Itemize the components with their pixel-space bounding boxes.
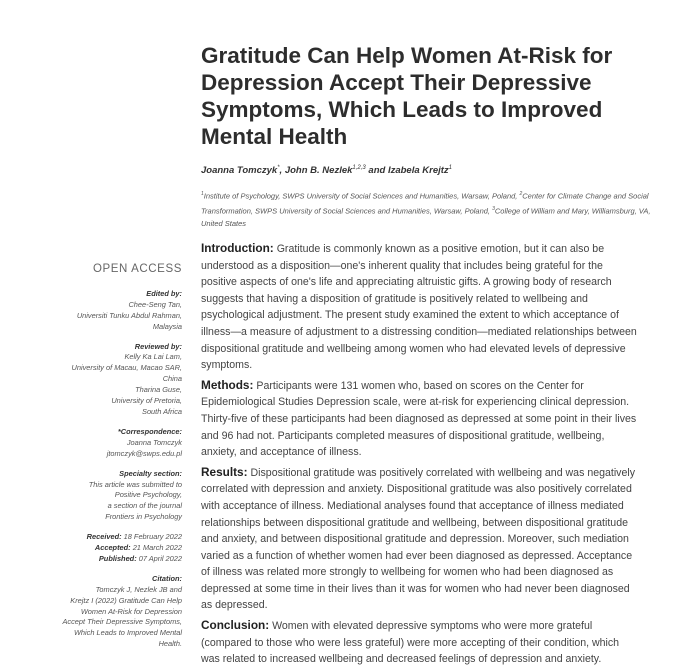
affiliation-text: Center for Climate Change and Social Transformation, SWPS University of Social Sciences and Humanities, Warsaw, Poland,	[201, 191, 649, 216]
section-text: Women with elevated depressive symptoms who were more grateful (compared to those who were less grateful) were more accepting of their condition, which was related to increased wellbeing and decreased feelings of depression and anxiety.	[201, 620, 620, 666]
section-text: Participants were 131 women who, based on scores on the Center for Epidemiological Studies Depression scale, were at-risk for experiencing clinical depression. Thirty-five of these participants had been diagnosed as depressed at some point in their lives and 96 had not. Participants completed measures of dispositional gratitude, wellbeing, anxiety, and acceptance of illness.	[201, 379, 637, 459]
section-text: Dispositional gratitude was positively correlated with wellbeing and was negatively correlated with depression and anxiety. Dispositional gratitude was also positively correlated with acceptance of illness. Mediational analyses found that acceptance of illness mediated relationships between dispositional gratitude and wellbeing, between dispositional gratitude and anxiety, and between dispositional gratitude and depression. Moreover, such mediation varied as a function of whether women had ever been diagnosed as depressed. Acceptance of illness was related more strongly to wellbeing for women who had been diagnosed as depressed at some time in their lives than it was for women who had never been diagnosed as depressed.	[201, 466, 636, 612]
citation-block	[40, 574, 182, 650]
received-date	[40, 532, 182, 543]
abstract-methods	[201, 377, 640, 461]
abstract-introduction	[201, 240, 640, 374]
specialty-line: a section of the journal	[107, 501, 182, 511]
edited-by-label: Edited by:	[146, 288, 182, 298]
published-date	[40, 554, 182, 565]
received-label: Received:	[86, 532, 122, 542]
reviewer-line: University of Macau, Macao SAR,	[71, 363, 182, 373]
section-text: Gratitude is commonly known as a positive emotion, but it can also be understood as a disposition—one's inherent quality that includes being grateful for the positive aspects of one's life and appreciating altruistic gifts. A growing body of research suggests that having a disposition of gratitude is positively related to wellbeing and psychological adjustment. The present study examined the extent to which acceptance of illness—a measure of adjustment to a distressing condition—mediated relationships between dispositional gratitude and wellbeing among women who had elevated levels of depressive symptoms.	[201, 243, 637, 372]
article-info-sidebar	[40, 264, 182, 659]
published-label: Published:	[98, 553, 137, 563]
citation-line: Health.	[158, 639, 182, 649]
citation-line: Krejtz I (2022) Gratitude Can Help	[70, 595, 182, 605]
citation-line: Women At-Risk for Depression	[80, 606, 182, 616]
specialty-line: This article was submitted to	[88, 479, 182, 489]
reviewer-line: Tharina Guse,	[135, 385, 182, 395]
section-heading: Results:	[201, 464, 248, 479]
open-access-label: OPEN ACCESS	[92, 263, 182, 275]
affiliation-text: College of William and Mary, Williamsburg, VA, United States	[201, 206, 651, 228]
specialty-line: Frontiers in Psychology	[105, 512, 182, 522]
accepted-value: 21 March 2022	[132, 543, 182, 553]
reviewed-by-label: Reviewed by:	[134, 341, 182, 351]
author-name[interactable]: Izabela Krejtz	[387, 165, 449, 177]
affiliation-number: 2	[519, 191, 523, 197]
author-superscript: 1,2,3	[352, 165, 366, 171]
affiliations	[201, 188, 651, 231]
author-separator: ,	[279, 165, 285, 177]
correspondence-label: *Correspondence:	[117, 426, 182, 436]
author-list	[201, 165, 671, 176]
reviewer-line: University of Pretoria,	[111, 396, 182, 406]
citation-label: Citation:	[152, 573, 182, 583]
affiliation-text: Institute of Psychology, SWPS University of Social Sciences and Humanities, Warsaw, Poland,	[203, 191, 520, 201]
editor-line: Chee-Seng Tan,	[128, 299, 182, 309]
citation-line: Tomczyk J, Nezlek JB and	[95, 584, 182, 594]
section-heading: Methods:	[201, 377, 254, 392]
citation-line: Which Leads to Improved Mental	[73, 628, 182, 638]
reviewer-line: South Africa	[142, 406, 182, 416]
citation-line: Accept Their Depressive Symptoms,	[62, 617, 182, 627]
specialty-section-label: Specialty section:	[119, 468, 182, 478]
reviewer-line: Kelly Ka Lai Lam,	[124, 352, 182, 362]
author-name[interactable]: Joanna Tomczyk	[201, 165, 278, 177]
section-heading: Conclusion:	[201, 618, 270, 633]
correspondence-name: Joanna Tomczyk	[126, 437, 182, 447]
reviewed-by-block	[40, 342, 182, 418]
editor-line: Malaysia	[152, 321, 182, 331]
edited-by-block	[40, 289, 182, 333]
accepted-date	[40, 543, 182, 554]
reviewer-line: China	[162, 374, 182, 384]
dates-block	[40, 532, 182, 565]
abstract-conclusion	[201, 617, 640, 668]
editor-line: Universiti Tunku Abdul Rahman,	[76, 310, 182, 320]
correspondence-email-link[interactable]: jtomczyk@swps.edu.pl	[106, 448, 182, 458]
correspondence-block	[40, 427, 182, 460]
published-value: 07 April 2022	[138, 553, 182, 563]
author-superscript: 1	[448, 165, 452, 171]
author-separator: and	[365, 165, 388, 177]
specialty-line: Positive Psychology,	[114, 490, 182, 500]
affiliation-number: 3	[492, 206, 495, 212]
specialty-section-block	[40, 469, 182, 524]
author-superscript: *	[277, 165, 280, 171]
article-title: Gratitude Can Help Women At-Risk for Depression Accept Their Depressive Symptoms, Which Leads to Improved Mental Health	[201, 43, 613, 149]
received-value: 18 February 2022	[123, 532, 182, 542]
abstract	[201, 240, 640, 671]
accepted-label: Accepted:	[94, 543, 131, 553]
section-heading: Introduction:	[201, 241, 274, 255]
author-name[interactable]: John B. Nezlek	[284, 165, 353, 177]
abstract-results	[201, 464, 640, 614]
affiliation-number: 1	[201, 191, 204, 197]
